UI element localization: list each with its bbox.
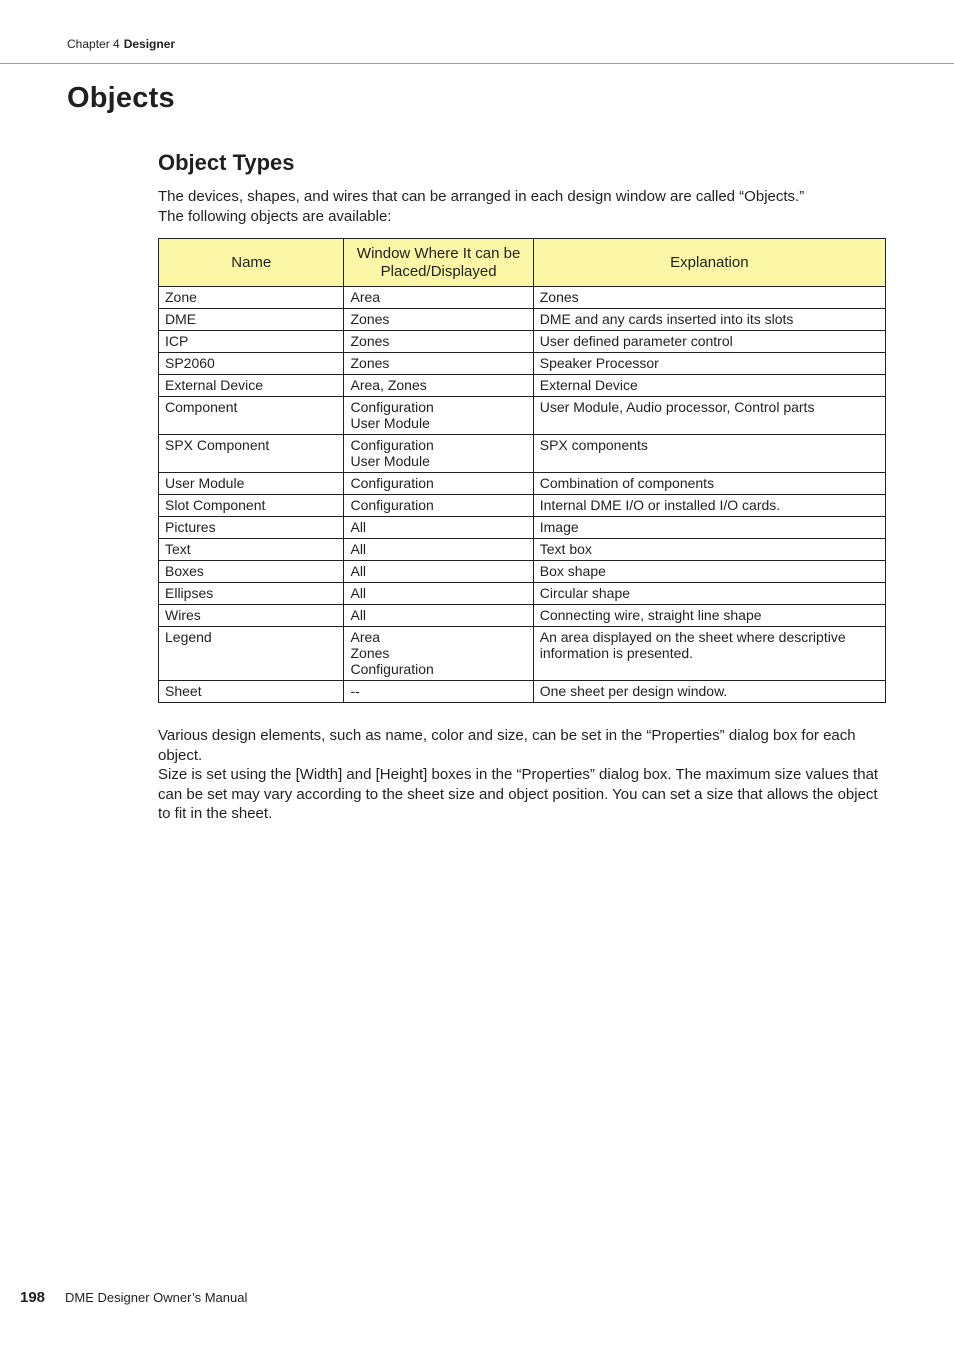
cell-window: Configuration: [344, 473, 533, 495]
cell-window: Zones: [344, 309, 533, 331]
table-body: [159, 287, 886, 703]
cell-name: User Module: [159, 473, 344, 495]
cell-explanation: External Device: [533, 375, 885, 397]
cell-explanation: DME and any cards inserted into its slots: [533, 309, 885, 331]
cell-explanation: Zones: [533, 287, 885, 309]
cell-explanation: SPX components: [533, 435, 885, 473]
cell-explanation: Text box: [533, 539, 885, 561]
cell-name: Wires: [159, 605, 344, 627]
cell-name: ICP: [159, 331, 344, 353]
cell-explanation: One sheet per design window.: [533, 681, 885, 703]
section-title: Objects: [67, 82, 175, 114]
cell-name: External Device: [159, 375, 344, 397]
cell-explanation: An area displayed on the sheet where descriptive information is presented.: [533, 627, 885, 681]
cell-name: SPX Component: [159, 435, 344, 473]
table-row: [159, 561, 886, 583]
cell-window: Configuration: [344, 495, 533, 517]
closing-paragraph: Size is set using the [Width] and [Height] boxes in the “Properties” dialog box. The maximum size values that can be set may vary according to the sheet size and object position. You can set a size that allows the object to fit in the sheet.: [158, 766, 879, 822]
cell-name: Pictures: [159, 517, 344, 539]
table-row: [159, 435, 886, 473]
cell-explanation: Image: [533, 517, 885, 539]
table-row: [159, 605, 886, 627]
cell-name: Ellipses: [159, 583, 344, 605]
manual-title: DME Designer Owner’s Manual: [65, 1290, 248, 1305]
running-header: [67, 37, 175, 51]
table-row: [159, 681, 886, 703]
intro-paragraph: [158, 187, 886, 226]
running-footer: [20, 1289, 247, 1306]
closing-paragraphs: [158, 726, 886, 824]
table-row: [159, 583, 886, 605]
cell-window: Configuration User Module: [344, 435, 533, 473]
cell-window: Configuration User Module: [344, 397, 533, 435]
cell-window: Zones: [344, 353, 533, 375]
cell-window: Area Zones Configuration: [344, 627, 533, 681]
header-rule: [0, 63, 954, 64]
cell-name: Slot Component: [159, 495, 344, 517]
cell-name: SP2060: [159, 353, 344, 375]
cell-explanation: Combination of components: [533, 473, 885, 495]
intro-line: The devices, shapes, and wires that can be arranged in each design window are called “Objects.”: [158, 188, 805, 205]
cell-window: Zones: [344, 331, 533, 353]
table-row: [159, 627, 886, 681]
table-row: [159, 397, 886, 435]
cell-name: DME: [159, 309, 344, 331]
table-row: [159, 309, 886, 331]
cell-explanation: User Module, Audio processor, Control parts: [533, 397, 885, 435]
table-header-row: [159, 239, 886, 287]
cell-explanation: Internal DME I/O or installed I/O cards.: [533, 495, 885, 517]
cell-explanation: Box shape: [533, 561, 885, 583]
cell-window: All: [344, 539, 533, 561]
page-number: 198: [20, 1289, 46, 1306]
object-types-table: [158, 238, 886, 703]
cell-window: All: [344, 583, 533, 605]
cell-explanation: User defined parameter control: [533, 331, 885, 353]
table-row: [159, 353, 886, 375]
cell-explanation: Speaker Processor: [533, 353, 885, 375]
column-header-name: Name: [159, 239, 344, 287]
cell-name: Component: [159, 397, 344, 435]
column-header-explanation: Explanation: [533, 239, 885, 287]
cell-window: All: [344, 517, 533, 539]
cell-name: Sheet: [159, 681, 344, 703]
chapter-label: Chapter 4: [67, 37, 120, 51]
cell-window: All: [344, 561, 533, 583]
intro-line: The following objects are available:: [158, 207, 392, 225]
subsection-title: Object Types: [158, 150, 295, 175]
cell-name: Text: [159, 539, 344, 561]
cell-name: Zone: [159, 287, 344, 309]
table-row: [159, 473, 886, 495]
cell-window: All: [344, 605, 533, 627]
cell-explanation: Connecting wire, straight line shape: [533, 605, 885, 627]
closing-paragraph: Various design elements, such as name, color and size, can be set in the “Properties” dialog box for each object.: [158, 727, 856, 764]
table-row: [159, 517, 886, 539]
cell-window: Area: [344, 287, 533, 309]
cell-explanation: Circular shape: [533, 583, 885, 605]
cell-name: Legend: [159, 627, 344, 681]
table-row: [159, 375, 886, 397]
table-row: [159, 331, 886, 353]
cell-window: --: [344, 681, 533, 703]
cell-name: Boxes: [159, 561, 344, 583]
cell-window: Area, Zones: [344, 375, 533, 397]
table-row: [159, 495, 886, 517]
chapter-title: Designer: [123, 37, 176, 51]
table-row: [159, 287, 886, 309]
column-header-window: Window Where It can be Placed/Displayed: [344, 239, 533, 287]
table-row: [159, 539, 886, 561]
